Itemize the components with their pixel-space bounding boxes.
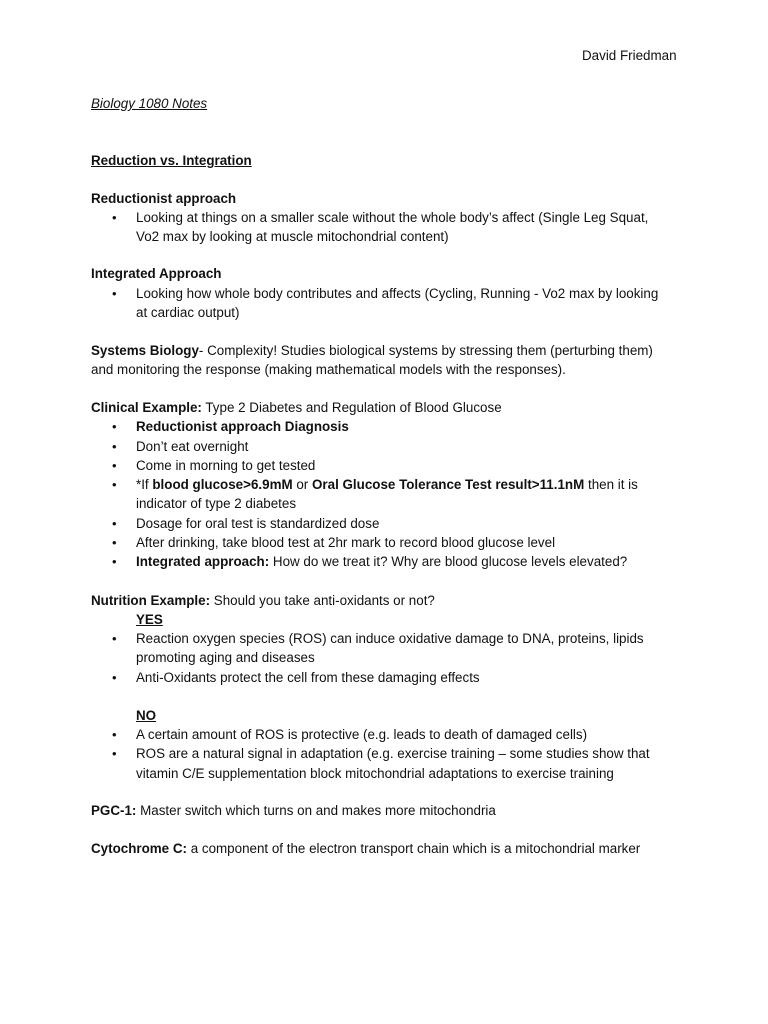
no-bullet-1: A certain amount of ROS is protective (e.g. leads to death of damaged cells) (136, 727, 588, 742)
bullet-marker: • (112, 727, 117, 742)
bullet-marker: • (112, 746, 117, 761)
clinical-bullet-2: Don’t eat overnight (136, 439, 249, 454)
integrated-heading: Integrated Approach (91, 266, 222, 281)
author-name: David Friedman (582, 48, 677, 63)
bullet-marker: • (112, 458, 117, 473)
pgc-text: Master switch which turns on and makes more mitochondria (136, 803, 496, 818)
bullet-marker: • (112, 631, 117, 646)
clinical-b4-pre: *If (136, 477, 153, 492)
clinical-text: Type 2 Diabetes and Regulation of Blood Glucose (201, 400, 502, 415)
bullet-marker: • (112, 439, 117, 454)
pgc-line (91, 801, 496, 820)
clinical-b7-bold: Integrated approach: (136, 554, 270, 569)
bullet-marker: • (112, 477, 117, 492)
clinical-bullet-6: After drinking, take blood test at 2hr mark to record blood glucose level (136, 535, 556, 550)
yes-bullet-2: Anti-Oxidants protect the cell from these damaging effects (136, 670, 480, 685)
bullet-marker: • (112, 210, 117, 225)
systems-biology-term: Systems Biology (91, 343, 199, 358)
yes-bullet-1-line2: promoting aging and diseases (136, 650, 315, 665)
clinical-b7-text: How do we treat it? Why are blood glucose levels elevated? (269, 554, 628, 569)
clinical-bullet-3: Come in morning to get tested (136, 458, 316, 473)
nutrition-term: Nutrition Example: (91, 593, 211, 608)
yes-bullet-1-line1: Reaction oxygen species (ROS) can induce oxidative damage to DNA, proteins, lipids (136, 631, 644, 646)
integrated-bullet-line2: at cardiac output) (136, 305, 240, 320)
document-title: Biology 1080 Notes (91, 96, 208, 111)
clinical-bullet-5: Dosage for oral test is standardized dose (136, 516, 380, 531)
reductionist-bullet-line2: Vo2 max by looking at muscle mitochondrial content) (136, 229, 449, 244)
bullet-marker: • (112, 516, 117, 531)
clinical-b4-mid: or (292, 477, 312, 492)
clinical-bullet-7 (136, 552, 627, 571)
systems-biology-text: - Complexity! Studies biological systems by stressing them (perturbing them) (198, 343, 653, 358)
bullet-marker: • (112, 554, 117, 569)
clinical-bullet-1: Reductionist approach Diagnosis (136, 419, 349, 434)
cytochrome-text: a component of the electron transport chain which is a mitochondrial marker (186, 841, 641, 856)
no-label: NO (136, 708, 157, 723)
yes-label: YES (136, 612, 163, 627)
clinical-b4-bold2: Oral Glucose Tolerance Test result>11.1nM (312, 477, 585, 492)
bullet-marker: • (112, 670, 117, 685)
nutrition-text: Should you take anti-oxidants or not? (210, 593, 435, 608)
clinical-b4-bold1: blood glucose>6.9mM (152, 477, 293, 492)
clinical-bullet-4-line1 (136, 475, 638, 494)
bullet-marker: • (112, 419, 117, 434)
reductionist-bullet-line1: Looking at things on a smaller scale without the whole body’s affect (Single Leg Squat, (136, 210, 649, 225)
pgc-term: PGC-1: (91, 803, 137, 818)
no-bullet-2-line1: ROS are a natural signal in adaptation (e.g. exercise training – some studies show that (136, 746, 650, 761)
bullet-marker: • (112, 535, 117, 550)
cytochrome-term: Cytochrome C: (91, 841, 187, 856)
section-heading: Reduction vs. Integration (91, 153, 252, 168)
clinical-term: Clinical Example: (91, 400, 202, 415)
bullet-marker: • (112, 286, 117, 301)
no-bullet-2-line2: vitamin C/E supplementation block mitochondrial adaptations to exercise training (136, 766, 614, 781)
reductionist-heading: Reductionist approach (91, 191, 237, 206)
clinical-bullet-4-line2: indicator of type 2 diabetes (136, 496, 297, 511)
clinical-b4-post: then it is (584, 477, 638, 492)
clinical-example-line (91, 398, 502, 417)
integrated-bullet-line1: Looking how whole body contributes and affects (Cycling, Running - Vo2 max by looking (136, 286, 659, 301)
systems-biology-line2: and monitoring the response (making mathematical models with the responses). (91, 362, 566, 377)
nutrition-example-line (91, 591, 435, 610)
cytochrome-line (91, 839, 640, 858)
systems-biology-line1 (91, 341, 653, 360)
